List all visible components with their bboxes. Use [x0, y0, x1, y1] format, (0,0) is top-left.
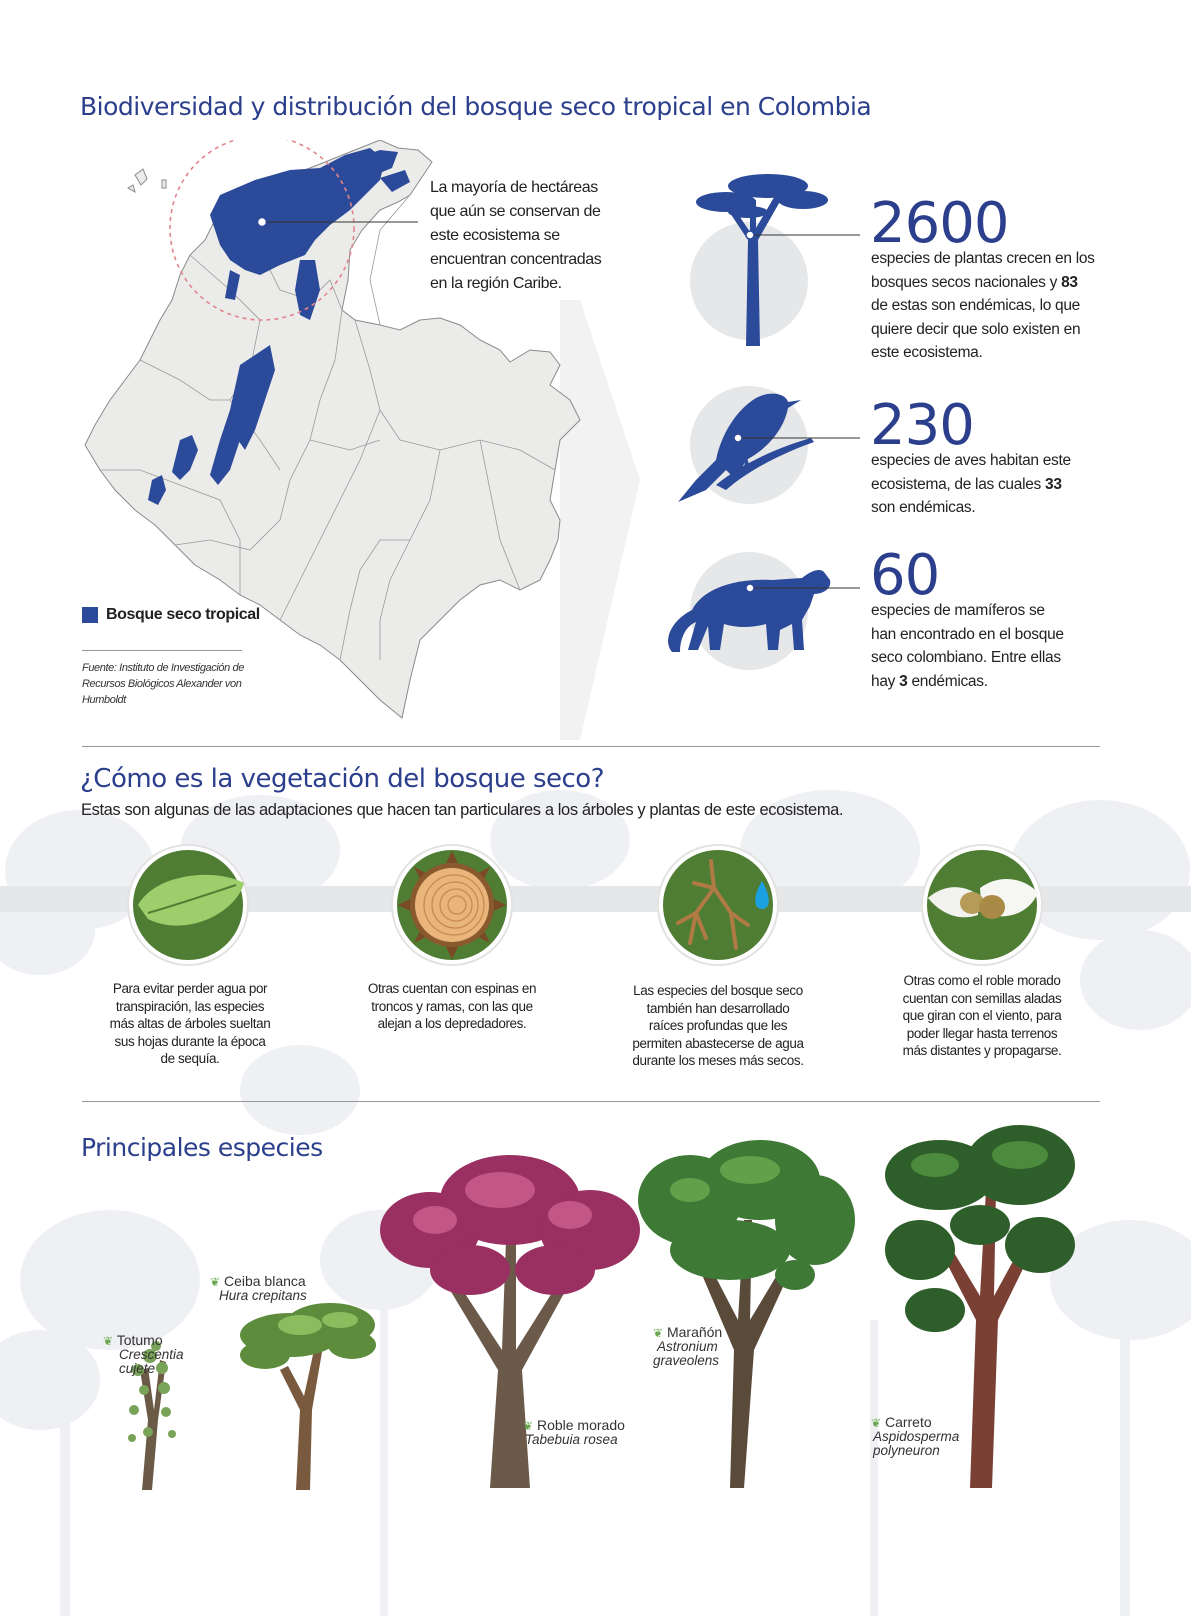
desc-line: ecosistema, de las cuales 33	[871, 475, 1062, 493]
desc-line: son endémicas.	[871, 499, 976, 516]
legend-label: Bosque seco tropical	[106, 606, 260, 623]
legend-divider	[82, 650, 242, 651]
callout-line: en la región Caribe.	[430, 275, 562, 292]
callout-line: encuentran concentradas	[430, 251, 602, 268]
map-legend	[82, 606, 260, 624]
section-divider	[82, 1101, 1100, 1102]
leaf-icon	[126, 843, 250, 967]
stat-number-birds: 230	[870, 393, 974, 458]
source-line: Humboldt	[82, 694, 126, 706]
species-label-maranon	[653, 1325, 722, 1368]
stat-number-plants: 2600	[870, 191, 1009, 256]
endemic-count: 33	[1045, 475, 1062, 493]
section-title-vegetation: ¿Cómo es la vegetación del bosque seco?	[80, 764, 604, 794]
leaf-marker-icon: ❦	[103, 1334, 114, 1348]
stat-desc-plants	[871, 247, 1095, 365]
maranon-tree-illustration	[638, 1140, 855, 1488]
stat-number-mammals: 60	[870, 543, 940, 608]
section-subtitle-vegetation: Estas son algunas de las adaptaciones que hacen tan particulares a los árboles y plantas de este ecosistema.	[81, 801, 844, 819]
section-divider	[82, 746, 1100, 747]
species-scientific-name: Astronium	[657, 1339, 718, 1354]
caribbean-callout	[430, 176, 601, 296]
species-common-name: Ceiba blanca	[223, 1273, 306, 1289]
desc-line: de estas son endémicas, lo que	[871, 297, 1080, 314]
leaf-marker-icon: ❦	[871, 1416, 882, 1430]
tree-icon	[688, 170, 868, 350]
adaptation-text-roots: Las especies del bosque seco también han desarrollado raíces profundas que les permiten abastecerse de agua durante los meses más secos.	[632, 983, 804, 1068]
endemic-count: 83	[1061, 273, 1078, 291]
species-scientific-name: Aspidosperma	[873, 1429, 960, 1444]
callout-line: La mayoría de hectáreas	[430, 179, 598, 196]
desc-line: bosques secos nacionales y 83	[871, 273, 1078, 291]
desc-line: especies de aves habitan este	[871, 452, 1071, 469]
source-line: Fuente: Instituto de Investigación de	[82, 662, 244, 674]
species-label-roble-morado	[523, 1418, 625, 1447]
species-label-totumo	[103, 1333, 184, 1376]
roots-water-icon	[656, 843, 780, 967]
desc-line: hay 3 endémicas.	[871, 672, 988, 690]
desc-line: especies de plantas crecen en los	[871, 250, 1095, 267]
section-title-species: Principales especies	[81, 1133, 323, 1162]
adaptation-text-thorns: Otras cuentan con espinas en troncos y ramas, con las que alejan a los depredadores.	[367, 981, 537, 1031]
stat-desc-mammals	[871, 599, 1064, 693]
desc-line: especies de mamíferos se	[871, 602, 1045, 619]
leaf-marker-icon: ❦	[523, 1419, 534, 1433]
species-scientific-name: Tabebuia rosea	[525, 1432, 618, 1447]
leaf-marker-icon: ❦	[653, 1326, 664, 1340]
species-scientific-name: cujete	[119, 1361, 156, 1376]
species-common-name: Roble morado	[536, 1417, 625, 1433]
puma-icon	[662, 560, 862, 660]
adaptation-text-leaves: Para evitar perder agua por transpiración, las especies más altas de árboles sueltan sus hojas durante la época de sequía.	[109, 981, 271, 1066]
species-label-carreto	[871, 1415, 959, 1458]
desc-line: han encontrado en el bosque	[871, 625, 1064, 643]
callout-line: que aún se conservan de	[430, 203, 601, 220]
map-source	[82, 660, 244, 708]
leaf-marker-icon: ❦	[210, 1275, 221, 1289]
legend-swatch	[82, 607, 98, 623]
desc-line: este ecosistema.	[871, 344, 983, 361]
species-scientific-name: graveolens	[653, 1353, 720, 1368]
section-title-biodiversity: Biodiversidad y distribución del bosque seco tropical en Colombia	[80, 92, 872, 121]
trunk-rings-icon	[390, 843, 514, 967]
species-common-name: Totumo	[116, 1332, 163, 1348]
species-scientific-name: Hura crepitans	[219, 1288, 307, 1303]
species-label-ceiba-blanca	[210, 1274, 307, 1303]
ceiba-blanca-tree-illustration	[240, 1303, 376, 1490]
species-scientific-name: polyneuron	[873, 1443, 940, 1458]
desc-line: seco colombiano. Entre ellas	[871, 649, 1061, 666]
winged-seeds-icon	[920, 843, 1044, 967]
species-common-name: Carreto	[884, 1414, 932, 1430]
source-line: Recursos Biológicos Alexander von	[82, 678, 242, 690]
endemic-count: 3	[899, 672, 908, 690]
callout-line: este ecosistema se	[430, 227, 560, 244]
species-common-name: Marañón	[666, 1324, 723, 1340]
stat-desc-birds	[871, 449, 1071, 520]
desc-line: quiere decir que solo existen en	[871, 320, 1081, 338]
bird-icon	[676, 390, 866, 505]
species-scientific-name: Crescentia	[119, 1347, 184, 1362]
adaptation-text-seeds: Otras como el roble morado cuentan con semillas aladas que giran con el viento, para poder llegar hasta terrenos más distantes y propagarse.	[902, 973, 1062, 1058]
